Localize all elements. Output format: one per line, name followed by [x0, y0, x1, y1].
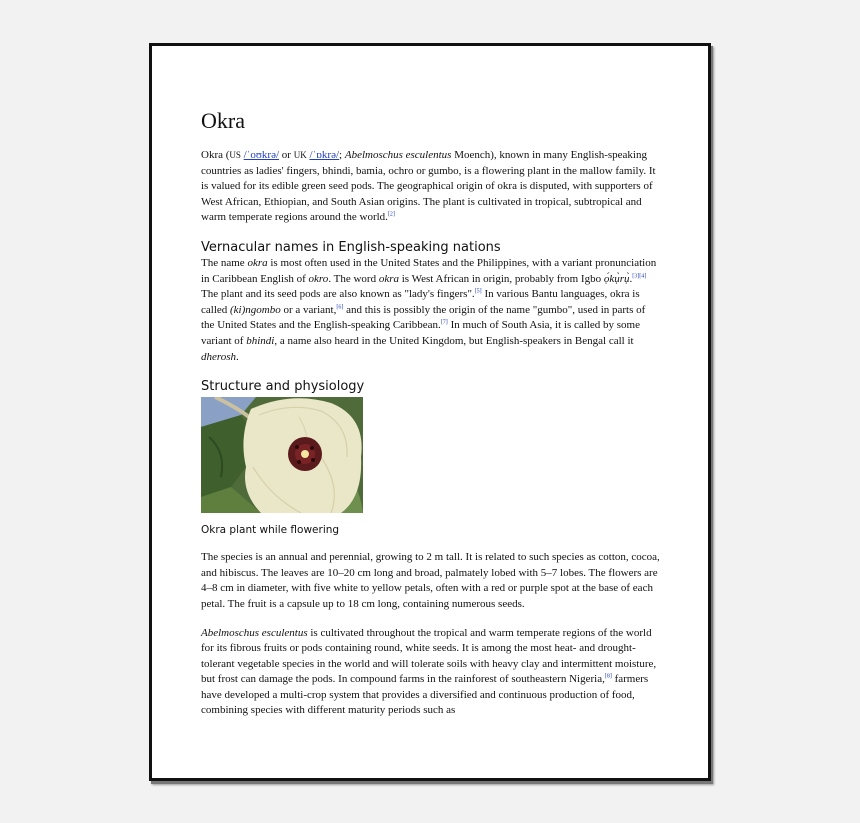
- reference-link[interactable]: [7]: [440, 319, 448, 326]
- text: is cultivated throughout the tropical and warm temperate regions of the world for its fibrous fruits or pods containing round, white seeds. It is among the most heat- and drought-tolerant vegetable species in the world and will tolerate soils with heavy clay and intermittent moisture, but frost can damage the pods. In compound farms in the rainforest of southeastern Nigeria,: [201, 626, 657, 686]
- text: and this is possibly the origin of the name "gumbo", used in parts of the United States and the English-speaking Caribbean.: [201, 303, 646, 332]
- text: farmers have developed a multi-crop system that provides a diversified and continuous production of food, combining species with different maturity periods such as: [201, 673, 649, 717]
- intro-text: or: [279, 149, 294, 161]
- ipa-us-link[interactable]: /ˈoʊkrə/: [243, 149, 280, 161]
- intro-text: Moench), known in many English-speaking countries as ladies' fingers, bhindi, bamia, ochro or gumbo, is a flowering plant in the mallow family. It is valued for its edible green seed pods. The geographical origin of okra is disputed, with supporters of West African, Ethiopian, and South Asian origins. The plant is cultivated in tropical, subtropical and warm temperate regions around the world.: [201, 149, 656, 224]
- intro-paragraph: [201, 148, 661, 226]
- term-okra: okra: [378, 272, 399, 285]
- vernacular-paragraph: [201, 256, 661, 365]
- term-okro: okro: [308, 272, 329, 285]
- text: , a name also heard in the United Kingdom, but English-speakers in Bengal call it: [274, 334, 634, 347]
- text: In much of South Asia, it is called by some variant of: [201, 319, 640, 347]
- reference-link[interactable]: [6]: [336, 304, 344, 311]
- text: The plant and its seed pods are also known as "lady's fingers".: [201, 288, 475, 301]
- intro-text: ;: [339, 149, 345, 161]
- article-title: Okra: [201, 108, 245, 133]
- text: The name: [201, 256, 248, 269]
- text: .: [629, 272, 633, 285]
- species-name: Abelmoschus esculentus: [344, 149, 452, 161]
- text: or a variant,: [280, 303, 337, 316]
- reference-link[interactable]: [8]: [604, 673, 612, 680]
- reference-link[interactable]: [2]: [387, 211, 395, 218]
- article-body: [201, 108, 661, 719]
- term-bhindi: bhindi: [246, 334, 275, 347]
- image-caption: Okra plant while flowering: [201, 524, 340, 537]
- reference-link[interactable]: [3][4]: [632, 272, 647, 279]
- structure-paragraph-1: The species is an annual and perennial, growing to 2 m tall. It is related to such species as cotton, cocoa, and hibiscus. The leaves are 10–20 cm long and broad, palmately lobed with 5–7 lobes. The flowers are 4–8 cm in diameter, with five white to yellow petals, often with a red or purple spot at the base of each petal. The fruit is a capsule up to 18 cm long, containing numerous seeds.: [201, 551, 660, 610]
- section-heading-structure: Structure and physiology: [201, 379, 365, 395]
- text: . The word: [328, 272, 379, 285]
- term-dherosh: dherosh: [201, 350, 237, 363]
- us-label: US: [229, 150, 241, 160]
- structure-paragraph-2: [201, 626, 661, 720]
- species-name: Abelmoschus esculentus: [201, 626, 308, 639]
- term-igbo: ọ́kụ̀rụ̀: [603, 272, 630, 285]
- term-okra: okra: [247, 256, 268, 269]
- text: is West African in origin, probably from Igbo: [399, 272, 604, 285]
- okra-flower-image: [201, 397, 363, 513]
- intro-text: Okra (: [201, 149, 230, 161]
- text: In various Bantu languages, okra is called: [201, 288, 640, 316]
- term-kingombo: (ki)ngombo: [230, 303, 281, 316]
- text: .: [236, 350, 239, 363]
- document-page: [149, 43, 711, 781]
- section-heading-vernacular: Vernacular names in English-speaking nations: [201, 239, 501, 255]
- reference-link[interactable]: [5]: [474, 288, 482, 295]
- ipa-uk-link[interactable]: /ˈɒkrə/: [309, 149, 340, 161]
- text: is most often used in the United States and the Philippines, with a variant pronunciation in Caribbean English of: [201, 256, 657, 285]
- uk-label: UK: [293, 150, 307, 160]
